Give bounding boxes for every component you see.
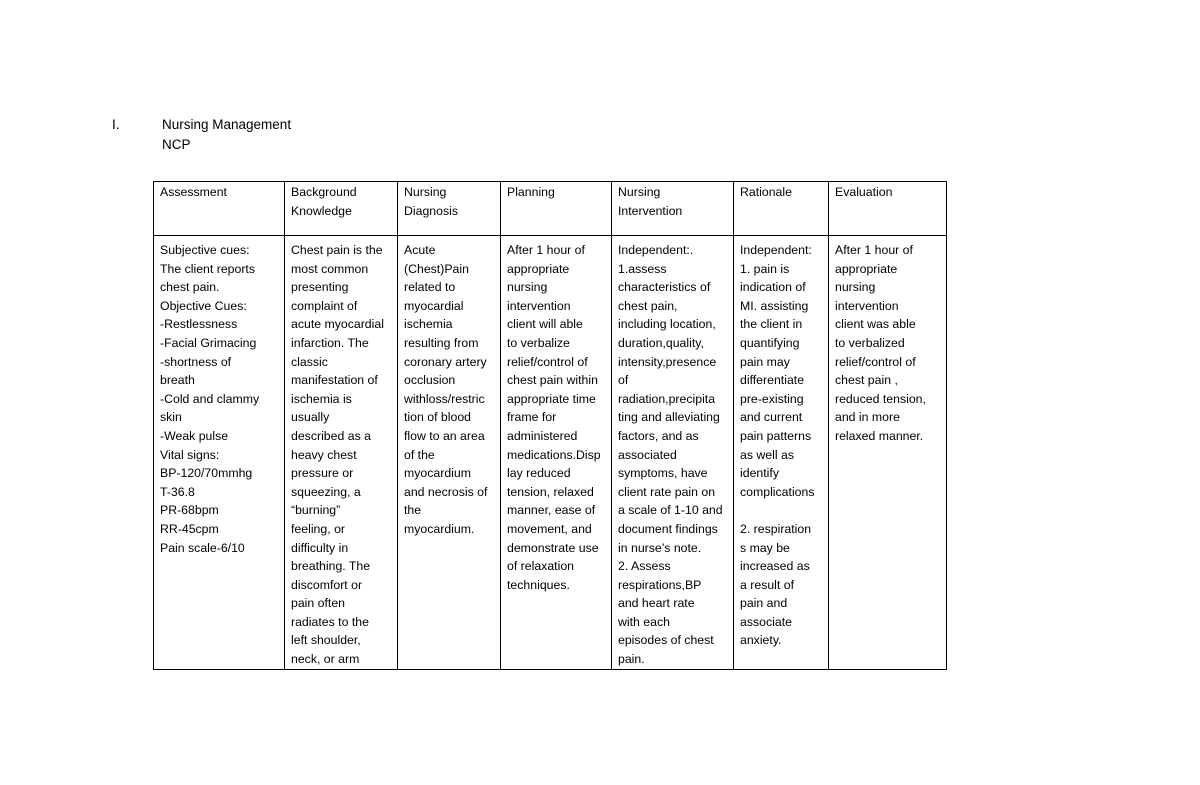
cell-nursing-diagnosis: Acute (Chest)Pain related to myocardial ischemia resulting from coronary artery occlusion withloss/restric tion of blood flow to an area of the myocardium and necrosis of the myocardium. xyxy=(398,236,501,670)
rationale-spacer xyxy=(740,501,822,520)
rationale-part-1: Independent: 1. pain is indication of MI. assisting the client in quantifying pain may differentiate pre-existing and current pain patterns as well as identify complications xyxy=(740,243,815,499)
cell-assessment: Subjective cues: The client reports chest pain. Objective Cues: -Restlessness -Facial Grimacing -shortness of breath -Cold and clammy skin -Weak pulse Vital signs: BP-120/70mmhg T-36.8 PR-68bpm RR-45cpm Pain scale-6/10 xyxy=(154,236,285,670)
rationale-part-2: 2. respiration s may be increased as a result of pain and associate anxiety. xyxy=(740,521,812,648)
header-nursing-intervention: Nursing Intervention xyxy=(612,182,734,236)
cell-nursing-intervention: Independent:. 1.assess characteristics of chest pain, including location, duration,quality, intensity,presence of radiation,precipita ting and alleviating factors, and as associated symptoms, have client rate pain on a scale of 1-10 and document findings in nurse’s note. 2. Assess respirations,BP and heart rate with each episodes of chest pain. xyxy=(612,236,734,670)
table-row xyxy=(154,236,947,670)
cell-background-knowledge: Chest pain is the most common presenting complaint of acute myocardial infarction. The classic manifestation of ischemia is usually described as a heavy chest pressure or squeezing, a “burning” feeling, or difficulty in breathing. The discomfort or pain often radiates to the left shoulder, neck, or arm xyxy=(285,236,398,670)
ncp-table xyxy=(153,181,947,670)
header-rationale: Rationale xyxy=(734,182,829,236)
header-nursing-diagnosis: Nursing Diagnosis xyxy=(398,182,501,236)
header-assessment: Assessment xyxy=(154,182,285,236)
cell-planning: After 1 hour of appropriate nursing intervention client will able to verbalize relief/control of chest pain within appropriate time frame for administered medications.Disp lay reduced tension, relaxed manner, ease of movement, and demonstrate use of relaxation techniques. xyxy=(501,236,612,670)
section-number: I. xyxy=(112,117,120,132)
section-title: Nursing Management xyxy=(162,117,292,132)
cell-evaluation: After 1 hour of appropriate nursing intervention client was able to verbalized relief/control of chest pain , reduced tension, and in more relaxed manner. xyxy=(829,236,947,670)
cell-rationale xyxy=(734,236,829,670)
header-background-knowledge: Background Knowledge xyxy=(285,182,398,236)
header-evaluation: Evaluation xyxy=(829,182,947,236)
section-subtitle: NCP xyxy=(162,137,191,152)
table-header-row xyxy=(154,182,947,236)
header-planning: Planning xyxy=(501,182,612,236)
